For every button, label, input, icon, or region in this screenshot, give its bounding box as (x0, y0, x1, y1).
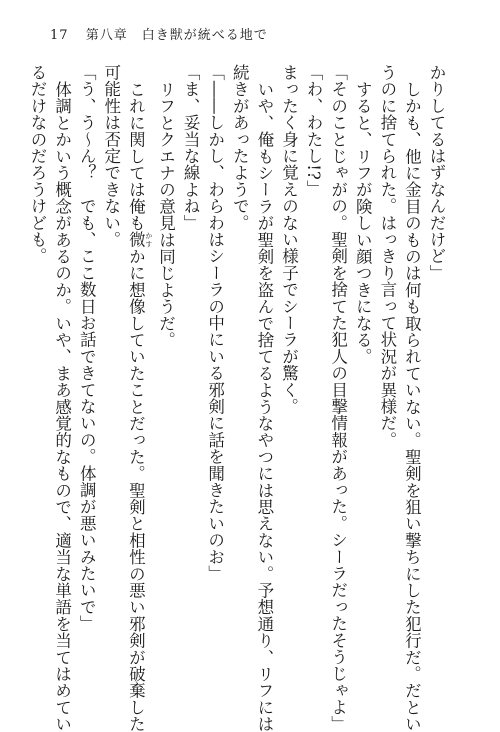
text-line: 可能性は否定できない。 (101, 64, 121, 248)
body-text (28, 64, 448, 732)
page-number: 17 (50, 28, 69, 43)
running-head (50, 24, 268, 43)
ruby-annotation: 微 かす (126, 230, 153, 248)
chapter-title: 第八章 白き獣が統べる地で (85, 28, 268, 43)
text-line: 「う、う～ん？ でも、ここ数日お話できてないの。体調が悪いみたいで」 (77, 64, 97, 632)
text-line: いや、俺もシーラが聖剣を盗んで捨てるようなやつには思えない。予想通り、リフには (254, 80, 274, 732)
text-line: まったく身に覚えのない様子でシーラが驚く。 (279, 64, 299, 415)
text-line: 続きがあったようで。 (230, 64, 250, 231)
text-line: 「そのことじゃがの。聖剣を捨てた犯人の目撃情報があった。シーラだったそうじゃよ」 (328, 64, 348, 732)
text-line: 「わ、わたし!?」 (304, 64, 324, 197)
text-line: しかも、他に金目のものは何も取られていない。聖剣を狙い撃ちにした犯行だ。だとい (402, 80, 422, 732)
text-line: リフとクエナの意見は同じようだ。 (156, 80, 176, 348)
text-line: 「ま、妥当な線よね」 (181, 64, 201, 231)
text-line: 「――しかし、わらわはシーラの中にいる邪剣に話を聞きたいのお」 (205, 64, 225, 582)
ruby-reading: かす (144, 230, 153, 248)
text-line: これに関しては俺も微 かすかに想像していたことだった。聖剣と相性の悪い邪剣が破棄した (126, 80, 153, 732)
text-line: るだけなのだろうけども。 (28, 64, 47, 265)
text-line: かりしてるはずなんだけど」 (427, 64, 446, 282)
text-line: 体調とかいう概念があるのか。いや、まあ感覚的なもので、適当な単語を当てはめてい (52, 80, 72, 732)
text-line: すると、リフが険しい顔つきになる。 (353, 80, 373, 365)
text-line: うのに捨てられた。はっきり言って状況が異様だ。 (377, 64, 397, 449)
